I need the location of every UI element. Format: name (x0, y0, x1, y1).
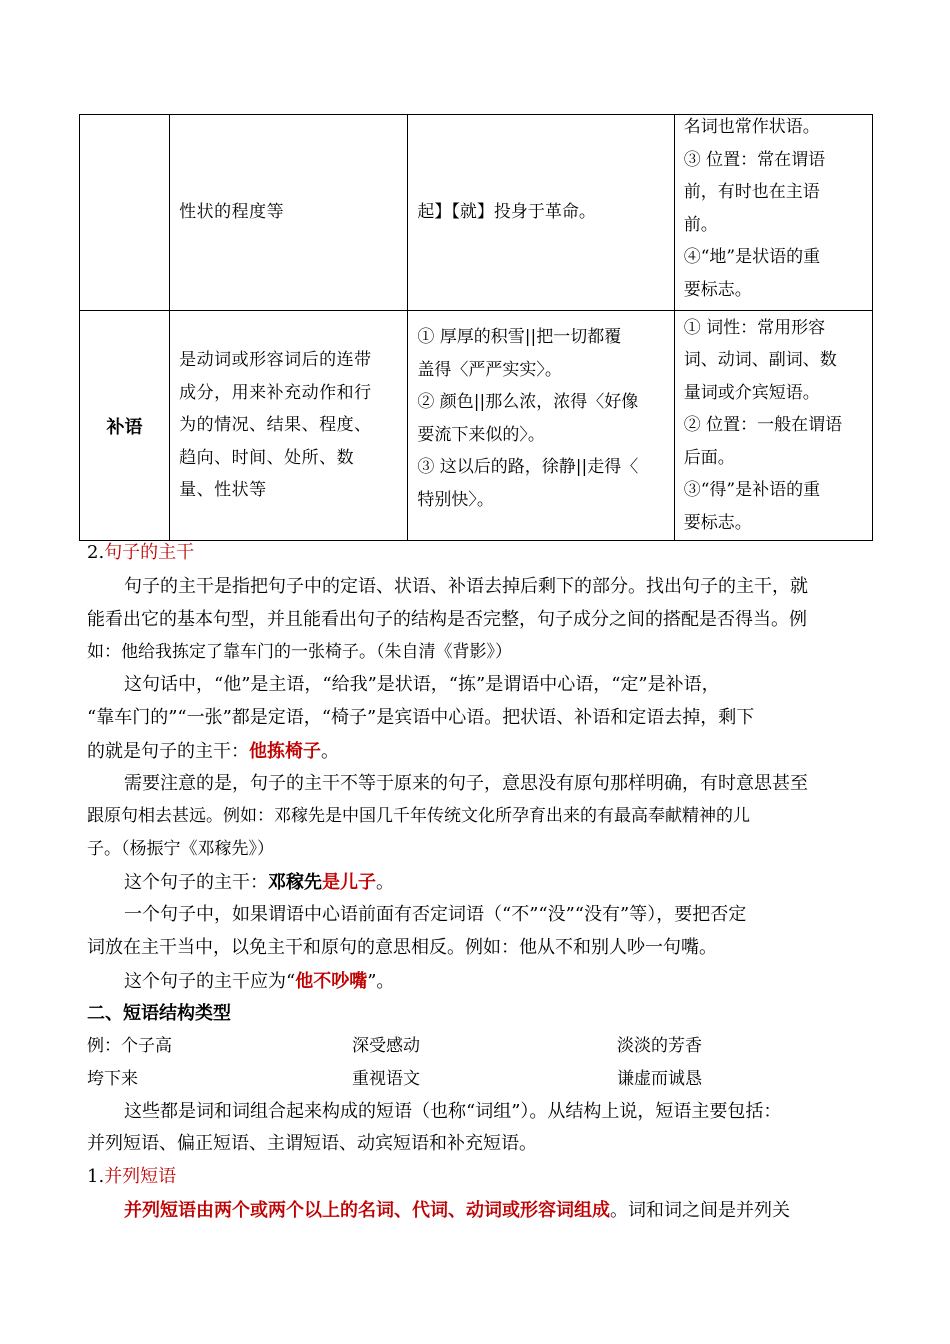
table-cell-term (80, 115, 170, 311)
paragraph-line: 一个句子中，如果谓语中心语前面有否定词语（“不”“没”“没有”等），要把否定 (124, 904, 747, 925)
paragraph-line: 并列短语、偏正短语、主谓短语、动宾短语和补充短语。 (87, 1133, 537, 1154)
example-item: 淡淡的芳香 (617, 1036, 702, 1056)
paragraph-line: 这个句子的主干应为“他不吵嘴”。 (124, 971, 395, 992)
part-heading: 二、短语结构类型 (87, 1003, 231, 1023)
subsection-heading: 1.并列短语 (87, 1166, 177, 1187)
table-cell-notes: ① 词性：常用形容 词、动词、副词、数 量词或介宾短语。 ② 位置：一般在谓语 后面。 ③“得”是补语的重 要标志。 (674, 311, 872, 541)
table-cell-term (80, 311, 170, 541)
paragraph-line: 跟原句相去甚远。例如：邓稼先是中国几千年传统文化所孕育出来的有最高奉献精神的儿 (87, 806, 750, 826)
paragraph-line: 如：他给我拣定了靠车门的一张椅子。（朱自清《背影》） (87, 642, 512, 662)
table-cell-definition: 性状的程度等 (170, 115, 408, 311)
paragraph-line: 这句话中，“他”是主语，“给我”是状语，“拣”是谓语中心语，“定”是补语， (124, 674, 720, 695)
paragraph-line: 词放在主干当中，以免主干和原句的意思相反。例如：他从不和别人吵一句嘴。 (87, 937, 717, 958)
paragraph-line: 并列短语由两个或两个以上的名词、代词、动词或形容词组成。词和词之间是并列关 (124, 1200, 790, 1221)
table-cell-example: ① 厚厚的积雪||把一切都覆 盖得〈严严实实〉。 ② 颜色||那么浓，浓得〈好像 要流下来似的〉。 ③ 这以后的路，徐静||走得〈 特别快〉。 (408, 311, 674, 541)
example-item: 深受感动 (352, 1036, 420, 1056)
table-cell-definition: 是动词或形容词后的连带 成分，用来补充动作和行 为的情况、结果、程度、 趋向、时间、处所、数 量、性状等 (170, 311, 408, 541)
sentence-components-table (79, 114, 873, 541)
paragraph-line: 这些都是词和词组合起来构成的短语（也称“词组”）。从结构上说，短语主要包括： (124, 1101, 782, 1122)
table-cell-notes: 名词也常作状语。 ③ 位置：常在谓语 前，有时也在主语 前。 ④“地”是状语的重 要标志。 (674, 115, 872, 311)
paragraph-line: 需要注意的是，句子的主干不等于原来的句子，意思没有原句那样明确，有时意思甚至 (124, 773, 808, 794)
paragraph-line: 这个句子的主干：邓稼先是儿子。 (124, 872, 394, 893)
table-row (80, 311, 873, 541)
table-cell-example: 起】【就】投身于革命。 (408, 115, 674, 311)
highlight-text: 是儿子 (322, 872, 376, 892)
table-row (80, 115, 873, 311)
highlight-text: 他不吵嘴 (295, 971, 368, 991)
section-heading: 2.句子的主干 (87, 542, 195, 563)
paragraph-line: 能看出它的基本句型，并且能看出句子的结构是否完整，句子成分之间的搭配是否得当。例 (87, 609, 807, 630)
example-item: 例：个子高 (87, 1036, 172, 1056)
example-item: 谦虚而诚恳 (617, 1069, 702, 1089)
highlight-text: 并列短语由两个或两个以上的名词、代词、动词或形容词组成 (124, 1200, 610, 1220)
highlight-text: 他拣椅子 (249, 741, 321, 761)
paragraph-line: 的就是句子的主干：他拣椅子。 (87, 741, 339, 762)
paragraph-line: “靠车门的”“一张”都是定语，“椅子”是宾语中心语。把状语、补语和定语去掉，剩下 (87, 707, 755, 728)
paragraph-line: 句子的主干是指把句子中的定语、状语、补语去掉后剩下的部分。找出句子的主干，就 (124, 576, 808, 597)
paragraph-line: 子。（杨振宁《邓稼先》） (87, 839, 274, 859)
example-item: 重视语文 (352, 1069, 420, 1089)
term-label: 补语 (106, 416, 143, 437)
example-item: 垮下来 (87, 1069, 138, 1089)
